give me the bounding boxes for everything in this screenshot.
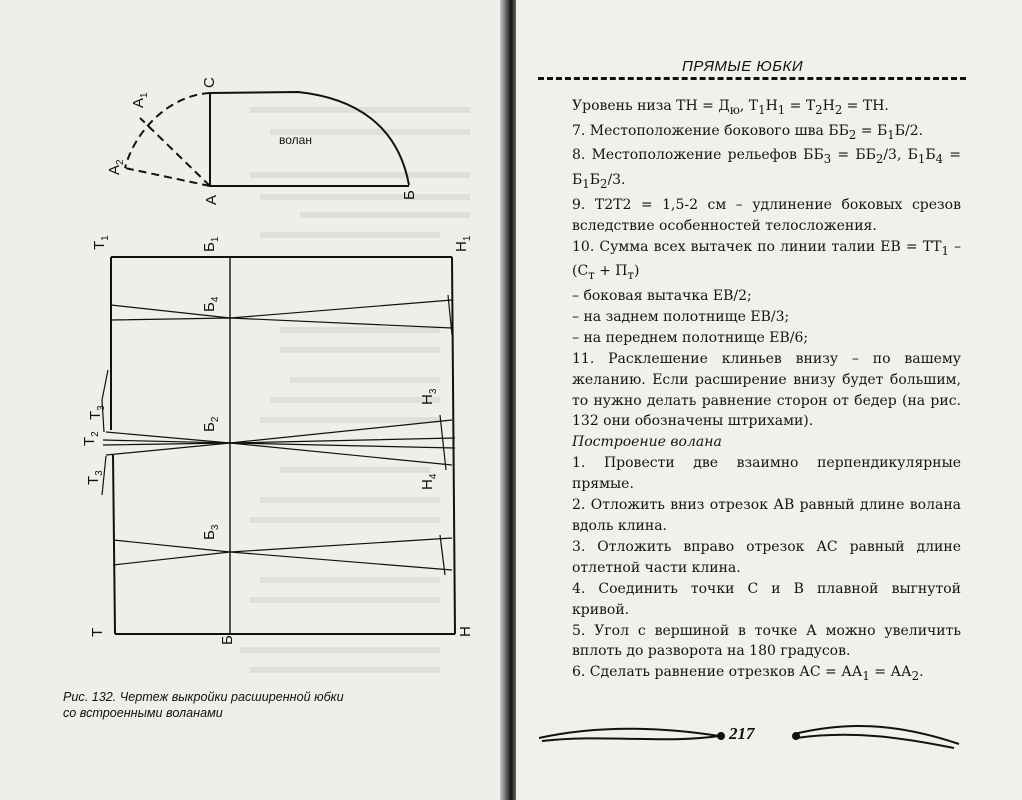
step-4: 4. Соединить точки С и В плавной выгнутой кривой. xyxy=(572,580,961,618)
step-6: 6. Сделать равнение отрезков АС = $АА_1 = АА_2$. xyxy=(572,664,924,684)
page-number: 217 xyxy=(729,724,755,743)
list-item-side-dart: – боковая вытачка ЕВ/2; xyxy=(572,288,752,305)
label-h1: $Н_1$ xyxy=(453,235,473,252)
list-item-front-panel: – на переднем полотнище ЕВ/6; xyxy=(572,329,809,346)
paragraph-8: 8. Местоположение рельефов $ББ_3 = ББ_2/3$, $Б_1Б_4 = Б_1Б_2/3$. xyxy=(572,147,961,191)
step-1: 1. Провести две взаимно перпендикулярные прямые. xyxy=(572,455,961,493)
label-b3: $Б_3$ xyxy=(201,524,221,540)
label-c: С xyxy=(201,77,218,88)
label-t1: $Т_1$ xyxy=(91,235,111,250)
volan-label: волан xyxy=(279,133,312,147)
figure-caption-line-2: со встроенными воланами xyxy=(63,706,223,720)
label-b4: $Б_4$ xyxy=(201,296,221,312)
label-h4: $Н_4$ xyxy=(419,473,439,490)
section-heading-volan: Построение волана xyxy=(572,434,722,451)
label-t2: $Т_2$ xyxy=(81,431,101,446)
paragraph-10: 10. Сумма всех вытачек по линии талии ЕВ = $ТТ_1 - (С_т + П_т)$ xyxy=(572,238,961,283)
running-head-rule xyxy=(538,77,966,80)
body-text xyxy=(572,96,961,687)
label-h3: $Н_3$ xyxy=(419,388,439,405)
label-a: А xyxy=(203,194,220,205)
skirt-pattern-drawing xyxy=(0,0,506,700)
label-t3-upper: $Т_3$ xyxy=(87,405,107,420)
right-page xyxy=(516,0,1022,800)
step-2: 2. Отложить вниз отрезок АВ равный длине волана вдоль клина. xyxy=(572,497,961,534)
label-b1: $Б_1$ xyxy=(201,236,221,252)
label-t3-lower: $Т_3$ xyxy=(85,470,105,485)
label-b: Б xyxy=(219,635,236,645)
dashed-a-a2 xyxy=(125,168,210,186)
label-b: Б xyxy=(401,190,418,200)
label-b2: $Б_2$ xyxy=(201,416,221,432)
right-side xyxy=(452,257,455,634)
left-page xyxy=(0,0,506,800)
label-h: Н xyxy=(457,626,474,637)
figure-caption xyxy=(63,689,393,721)
paragraph-9: 9. Т2Т2 = 1,5-2 см – удлинение боковых срезов вследствие особенностей телосложения. xyxy=(572,196,961,234)
paragraph-11: 11. Расклешение клиньев внизу – по вашему желанию. Если расширение внизу будет большим, то нужно делать равнение сторон от бедер (на рис. 132 они обозначены штрихами). xyxy=(572,350,961,430)
dashed-a-a1 xyxy=(140,118,210,186)
left-side-lower xyxy=(113,455,115,634)
figure-caption-line-1: Рис. 132. Чертеж выкройки расширенной юбки xyxy=(63,690,344,704)
label-a1: $А_1$ xyxy=(130,92,150,108)
paragraph-level-hem: Уровень низа ТН = $Д_ю$, $Т_1Н_1 = Т_2Н_2$ = ТН. xyxy=(572,98,889,117)
label-a2: $А_2$ xyxy=(106,159,126,175)
step-3: 3. Отложить вправо отрезок АС равный длине отлетной части клина. xyxy=(572,538,961,576)
paragraph-7: 7. Местоположение бокового шва $ББ_2 = Б_1Б/2$. xyxy=(572,122,924,142)
running-head: ПРЯМЫЕ ЮБКИ xyxy=(682,58,804,75)
label-t: Т xyxy=(89,627,106,637)
step-5: 5. Угол с вершиной в точке А можно увеличить вплоть до разворота на 180 градусов. xyxy=(572,622,961,660)
list-item-back-panel: – на заднем полотнище ЕВ/3; xyxy=(572,308,790,325)
